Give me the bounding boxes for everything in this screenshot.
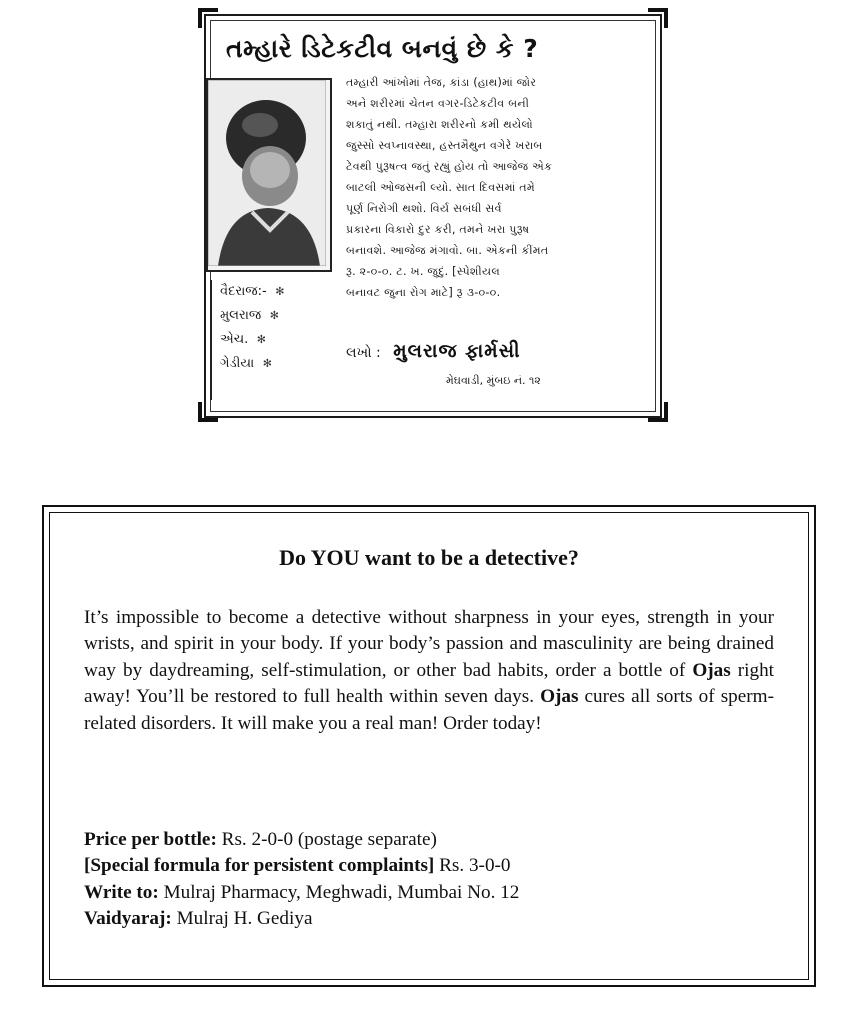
ad-body-line: શકાતું નથી. તમ્હારા શરીરનો કમી થયેલો	[346, 118, 533, 131]
write-line	[84, 880, 774, 906]
ad-body-line: જુસ્સો સ્વપ્નાવસ્થા, હસ્તમૈથુન વગેરે ખરાબ	[346, 139, 543, 152]
ad-body-line: તમ્હારી આંખોમાં તેજ, કાંડા (હાથ)માં જોર	[346, 76, 537, 89]
ad-corner-ornament	[648, 402, 668, 422]
special-label: [Special formula for persistent complaints]	[84, 855, 435, 877]
special-line	[84, 853, 774, 879]
ad-address: મેઘવાડી, મુંબઇ નં. ૧૨	[446, 374, 541, 387]
ad-write-to	[346, 340, 521, 362]
vaidya-line	[84, 906, 774, 932]
star-icon: ✻	[275, 285, 285, 298]
ad-body-line: બનાવશે. આજેજ મંગાવો. બા. એકની કીંમત	[346, 244, 549, 257]
write-label: Write to:	[84, 881, 159, 903]
ad-vaidya-text: મુલરાજ	[220, 308, 262, 323]
body-text: right away! You’ll be restored to full health within seven days.	[84, 659, 774, 708]
ad-vaidya-block	[210, 280, 322, 400]
special-value: Rs. 3-0-0	[434, 855, 511, 877]
product-name: Ojas	[692, 659, 731, 681]
price-line	[84, 827, 774, 853]
price-value: Rs. 2-0-0 (postage separate)	[216, 829, 437, 850]
ad-vaidya-text: એચ.	[220, 332, 249, 347]
vaidya-value: Mulraj H. Gediya	[171, 908, 313, 930]
ad-write-label: લખો :	[346, 345, 381, 361]
translation-title: Do YOU want to be a detective?	[279, 545, 579, 570]
ad-corner-ornament	[648, 8, 668, 28]
ad-body-line: બનાવટ જુના રોગ માટે] રૂ ૩-૦-૦.	[346, 286, 501, 299]
body-text: cures all sorts of sperm-related disorders. It will make you a real man! Order today!	[84, 686, 774, 734]
ad-corner-ornament	[198, 8, 218, 28]
star-icon: ✻	[262, 357, 272, 370]
translation-box	[42, 505, 816, 987]
ad-body-line: રૂ. ૨-૦-૦. ટ. ખ. જુદું. [સ્પેશીયલ	[346, 265, 500, 278]
ad-vaidya-line	[212, 352, 322, 376]
ad-body-line: બાટલી ઓજસની લ્યો. સાત દિવસમાં તમે	[346, 181, 536, 194]
ad-body-line: અને શરીરમાં ચેતન વગર-ડિટેકટીવ બની	[346, 97, 530, 110]
ad-vaidya-text: વૈદરાજ:-	[220, 284, 267, 299]
ad-body-line: પ્રકારના વિકારો દુર કરી, તમને ખરા પુરૂષ	[346, 223, 530, 236]
write-value: Mulraj Pharmacy, Meghwadi, Mumbai No. 12	[158, 881, 520, 903]
star-icon: ✻	[256, 333, 266, 346]
ad-body-line: ટેવથી પુરૂષત્વ જતું રહ્યું હોય તો આજેજ એક	[346, 160, 553, 173]
translation-body	[84, 605, 774, 737]
translation-details	[84, 827, 774, 933]
body-text: It’s impossible to become a detective without sharpness in your eyes, strength in your wrists, and spirit in your body. If your body’s passion and masculinity are being drained way by daydreaming, self-stimulation, or other bad habits, order a bottle of	[84, 607, 774, 681]
original-advertisement-scan	[196, 8, 672, 428]
ad-vaidya-text: ગેડીયા	[220, 356, 255, 371]
ad-corner-ornament	[198, 402, 218, 422]
ad-vaidya-line	[212, 304, 322, 328]
star-icon: ✻	[269, 309, 279, 322]
ad-headline: તમ્હારે ડિટેકટીવ બનવું છે કે ?	[226, 34, 539, 63]
product-name: Ojas	[540, 686, 579, 708]
vaidya-label: Vaidyaraj:	[84, 908, 172, 930]
ad-body-line: પૂર્ણ નિરોગી થશો. વિર્ય સબંધી સર્વ	[346, 202, 502, 215]
ad-vaidya-line	[212, 328, 322, 352]
ad-vaidya-line	[212, 280, 322, 304]
portrait-image	[208, 80, 326, 266]
price-label: Price per bottle:	[84, 829, 217, 850]
ad-pharmacy-name: મુલરાજ ફાર્મસી	[393, 340, 521, 362]
ad-body-text	[346, 72, 640, 303]
vaidya-portrait-photo	[206, 78, 332, 272]
